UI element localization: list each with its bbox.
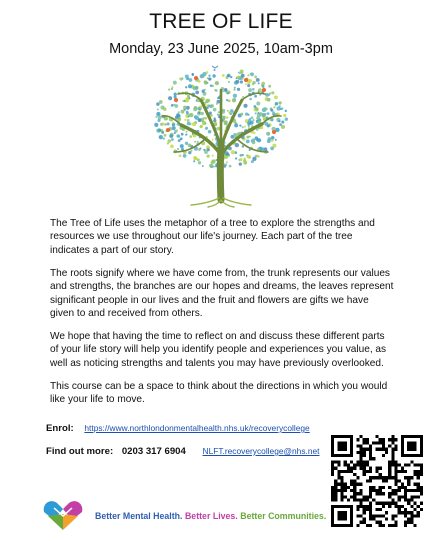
tagline-part-3: Better Communities.	[240, 511, 327, 521]
find-out-more-label: Find out more:	[46, 446, 114, 457]
tagline-part-1: Better Mental Health.	[95, 511, 183, 521]
paragraph-2: The roots signify where we have come from, the trunk represents our values and strengths, the branches are our hopes and dreams, the leaves represent significant people in our lives and the fruit and flowers are gifts we have given to and received from others.	[50, 267, 394, 319]
tagline	[95, 511, 326, 521]
email-link[interactable]: NLFT.recoverycollege@nhs.net	[202, 446, 320, 456]
tree-of-life-illustration	[146, 60, 296, 208]
event-date: Monday, 23 June 2025, 10am-3pm	[109, 41, 333, 57]
paragraph-1: The Tree of Life uses the metaphor of a tree to explore the strengths and resources we use throughout our life's journey. Each part of the tree indicates a part of our story.	[50, 218, 375, 256]
hands-heart-logo	[40, 494, 86, 532]
page-title: TREE OF LIFE	[149, 10, 293, 33]
enrol-label: Enrol:	[46, 423, 74, 434]
enrol-link[interactable]: https://www.northlondonmentalhealth.nhs.uk/recoverycollege	[84, 423, 310, 433]
find-out-more-line	[46, 446, 320, 457]
description-text	[50, 217, 395, 416]
paragraph-3: We hope that having the time to reflect on and discuss these different parts of your life story will help you identify people and experiences you value, as well as noticing strengths and talents you may have previously overlooked.	[50, 330, 387, 369]
enrol-line	[46, 423, 310, 434]
tagline-part-2: Better Lives.	[184, 511, 238, 521]
paragraph-4: This course can be a space to think about the directions in which you would like your life to move.	[50, 380, 388, 405]
phone-number: 0203 317 6904	[121, 446, 186, 457]
qr-code[interactable]	[331, 435, 423, 527]
